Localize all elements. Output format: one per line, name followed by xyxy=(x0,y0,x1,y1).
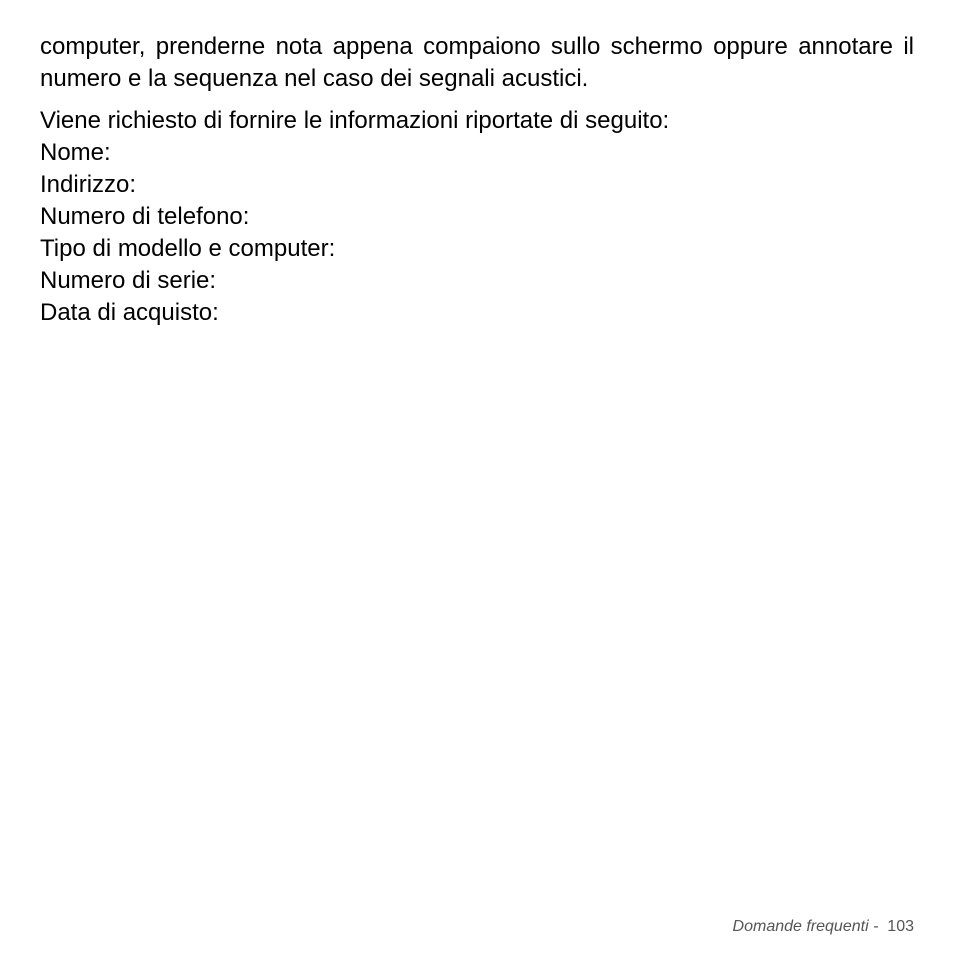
page-number: 103 xyxy=(887,918,914,935)
field-label-name: Nome: xyxy=(40,139,111,166)
page-content xyxy=(40,31,914,329)
field-label-serial: Numero di serie: xyxy=(40,267,217,294)
field-label-address: Indirizzo: xyxy=(40,171,137,198)
page-footer xyxy=(733,917,914,937)
field-label-purchase-date: Data di acquisto: xyxy=(40,299,219,326)
info-request-text: Viene richiesto di fornire le informazioni riportate di seguito: xyxy=(40,107,670,134)
intro-paragraph: computer, prenderne nota appena compaiono sullo schermo oppure annotare il numero e la sequenza nel caso dei segnali acustici. xyxy=(40,33,914,92)
required-info-list xyxy=(40,137,914,329)
field-label-model: Tipo di modello e computer: xyxy=(40,235,336,262)
footer-section-title: Domande frequenti - xyxy=(732,918,883,935)
field-label-phone: Numero di telefono: xyxy=(40,203,250,230)
